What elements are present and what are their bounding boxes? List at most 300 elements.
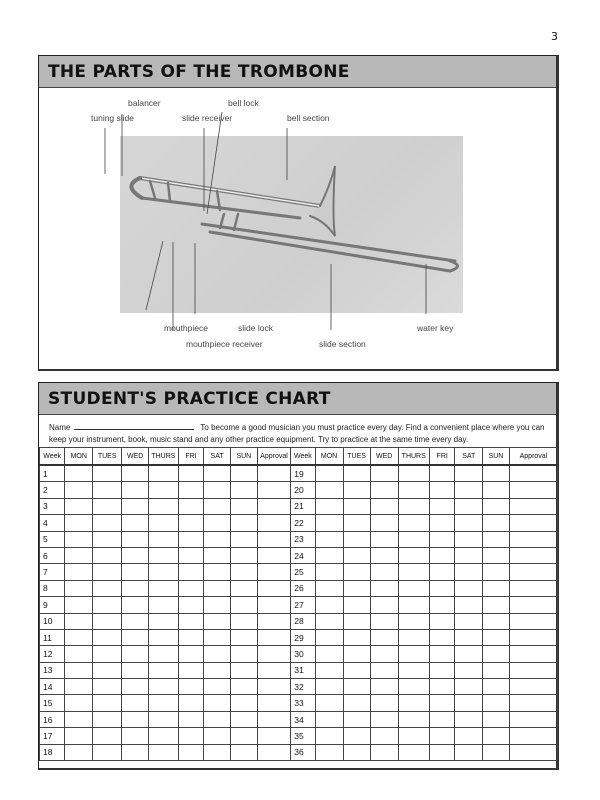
practice-cell[interactable] bbox=[230, 711, 257, 727]
practice-cell[interactable] bbox=[483, 629, 510, 645]
practice-cell[interactable] bbox=[122, 465, 149, 482]
practice-cell[interactable] bbox=[204, 482, 231, 498]
practice-cell[interactable] bbox=[370, 465, 398, 482]
practice-cell[interactable] bbox=[343, 597, 370, 613]
practice-cell[interactable] bbox=[455, 547, 483, 563]
practice-cell[interactable] bbox=[343, 482, 370, 498]
practice-cell[interactable] bbox=[398, 695, 429, 711]
practice-cell[interactable] bbox=[509, 728, 557, 744]
practice-cell[interactable] bbox=[178, 679, 204, 695]
practice-cell[interactable] bbox=[93, 646, 122, 662]
practice-cell[interactable] bbox=[315, 498, 343, 514]
practice-cell[interactable] bbox=[122, 498, 149, 514]
practice-cell[interactable] bbox=[93, 679, 122, 695]
practice-cell[interactable] bbox=[122, 728, 149, 744]
practice-cell[interactable] bbox=[178, 482, 204, 498]
practice-cell[interactable] bbox=[343, 646, 370, 662]
practice-cell[interactable] bbox=[483, 482, 510, 498]
week-number: 2 bbox=[40, 482, 65, 498]
practice-cell[interactable] bbox=[315, 613, 343, 629]
practice-cell[interactable] bbox=[178, 629, 204, 645]
practice-cell[interactable] bbox=[343, 679, 370, 695]
practice-cell[interactable] bbox=[204, 629, 231, 645]
practice-cell[interactable] bbox=[204, 679, 231, 695]
practice-cell[interactable] bbox=[93, 629, 122, 645]
practice-cell[interactable] bbox=[257, 515, 290, 531]
practice-cell[interactable] bbox=[398, 597, 429, 613]
practice-cell[interactable] bbox=[149, 646, 179, 662]
practice-cell[interactable] bbox=[315, 515, 343, 531]
practice-cell[interactable] bbox=[122, 515, 149, 531]
practice-cell[interactable] bbox=[398, 629, 429, 645]
practice-cell[interactable] bbox=[315, 695, 343, 711]
practice-cell[interactable] bbox=[483, 613, 510, 629]
practice-cell[interactable] bbox=[93, 580, 122, 596]
practice-cell[interactable] bbox=[257, 613, 290, 629]
practice-cell[interactable] bbox=[483, 646, 510, 662]
practice-cell[interactable] bbox=[178, 515, 204, 531]
practice-cell[interactable] bbox=[257, 498, 290, 514]
practice-cell[interactable] bbox=[509, 580, 557, 596]
practice-cell[interactable] bbox=[370, 629, 398, 645]
practice-cell[interactable] bbox=[149, 597, 179, 613]
practice-cell[interactable] bbox=[204, 531, 231, 547]
practice-cell[interactable] bbox=[509, 547, 557, 563]
practice-cell[interactable] bbox=[509, 744, 557, 760]
practice-cell[interactable] bbox=[257, 465, 290, 482]
practice-cell[interactable] bbox=[149, 580, 179, 596]
practice-cell[interactable] bbox=[93, 482, 122, 498]
week-number: 11 bbox=[40, 629, 65, 645]
name-field[interactable] bbox=[74, 421, 194, 430]
practice-cell[interactable] bbox=[315, 580, 343, 596]
practice-cell[interactable] bbox=[370, 711, 398, 727]
practice-cell[interactable] bbox=[257, 547, 290, 563]
practice-cell[interactable] bbox=[509, 531, 557, 547]
practice-cell[interactable] bbox=[429, 695, 455, 711]
practice-cell[interactable] bbox=[315, 547, 343, 563]
practice-cell[interactable] bbox=[149, 711, 179, 727]
practice-cell[interactable] bbox=[65, 613, 93, 629]
practice-cell[interactable] bbox=[204, 662, 231, 678]
practice-cell[interactable] bbox=[204, 498, 231, 514]
week-number: 6 bbox=[40, 547, 65, 563]
practice-cell[interactable] bbox=[178, 728, 204, 744]
practice-cell[interactable] bbox=[455, 711, 483, 727]
practice-cell[interactable] bbox=[429, 711, 455, 727]
practice-cell[interactable] bbox=[483, 465, 510, 482]
practice-cell[interactable] bbox=[122, 564, 149, 580]
practice-cell[interactable] bbox=[455, 580, 483, 596]
practice-cell[interactable] bbox=[65, 728, 93, 744]
practice-cell[interactable] bbox=[230, 744, 257, 760]
practice-cell[interactable] bbox=[398, 531, 429, 547]
table-row bbox=[40, 613, 558, 629]
practice-cell[interactable] bbox=[315, 728, 343, 744]
practice-cell[interactable] bbox=[230, 580, 257, 596]
practice-cell[interactable] bbox=[122, 662, 149, 678]
practice-cell[interactable] bbox=[455, 728, 483, 744]
practice-cell[interactable] bbox=[257, 711, 290, 727]
practice-cell[interactable] bbox=[178, 695, 204, 711]
practice-cell[interactable] bbox=[93, 531, 122, 547]
practice-cell[interactable] bbox=[509, 679, 557, 695]
practice-cell[interactable] bbox=[149, 728, 179, 744]
practice-cell[interactable] bbox=[509, 646, 557, 662]
practice-cell[interactable] bbox=[65, 580, 93, 596]
practice-cell[interactable] bbox=[93, 465, 122, 482]
practice-cell[interactable] bbox=[257, 564, 290, 580]
practice-cell[interactable] bbox=[230, 662, 257, 678]
practice-cell[interactable] bbox=[509, 613, 557, 629]
practice-cell[interactable] bbox=[370, 580, 398, 596]
practice-cell[interactable] bbox=[230, 482, 257, 498]
practice-cell[interactable] bbox=[343, 695, 370, 711]
practice-cell[interactable] bbox=[65, 629, 93, 645]
practice-cell[interactable] bbox=[398, 498, 429, 514]
practice-cell[interactable] bbox=[429, 547, 455, 563]
practice-cell[interactable] bbox=[483, 711, 510, 727]
practice-cell[interactable] bbox=[257, 482, 290, 498]
practice-cell[interactable] bbox=[483, 744, 510, 760]
practice-cell[interactable] bbox=[230, 515, 257, 531]
practice-cell[interactable] bbox=[230, 498, 257, 514]
practice-cell[interactable] bbox=[257, 629, 290, 645]
practice-cell[interactable] bbox=[204, 744, 231, 760]
practice-cell[interactable] bbox=[398, 465, 429, 482]
practice-cell[interactable] bbox=[149, 564, 179, 580]
practice-cell[interactable] bbox=[343, 629, 370, 645]
practice-cell[interactable] bbox=[65, 744, 93, 760]
practice-cell[interactable] bbox=[93, 597, 122, 613]
practice-cell[interactable] bbox=[257, 744, 290, 760]
practice-cell[interactable] bbox=[455, 482, 483, 498]
practice-cell[interactable] bbox=[204, 646, 231, 662]
practice-cell[interactable] bbox=[370, 662, 398, 678]
practice-cell[interactable] bbox=[149, 662, 179, 678]
practice-cell[interactable] bbox=[257, 646, 290, 662]
practice-cell[interactable] bbox=[122, 531, 149, 547]
practice-cell[interactable] bbox=[398, 711, 429, 727]
practice-cell[interactable] bbox=[398, 564, 429, 580]
practice-cell[interactable] bbox=[455, 629, 483, 645]
practice-cell[interactable] bbox=[398, 580, 429, 596]
practice-cell[interactable] bbox=[343, 711, 370, 727]
practice-cell[interactable] bbox=[149, 498, 179, 514]
practice-cell[interactable] bbox=[122, 744, 149, 760]
practice-cell[interactable] bbox=[65, 646, 93, 662]
practice-cell[interactable] bbox=[429, 744, 455, 760]
practice-cell[interactable] bbox=[93, 695, 122, 711]
practice-cell[interactable] bbox=[122, 613, 149, 629]
practice-cell[interactable] bbox=[315, 646, 343, 662]
practice-cell[interactable] bbox=[122, 629, 149, 645]
practice-cell[interactable] bbox=[343, 564, 370, 580]
table-row bbox=[40, 695, 558, 711]
practice-cell[interactable] bbox=[178, 531, 204, 547]
practice-cell[interactable] bbox=[455, 531, 483, 547]
practice-cell[interactable] bbox=[230, 695, 257, 711]
practice-cell[interactable] bbox=[178, 564, 204, 580]
practice-cell[interactable] bbox=[178, 744, 204, 760]
practice-cell[interactable] bbox=[483, 580, 510, 596]
practice-cell[interactable] bbox=[398, 662, 429, 678]
practice-cell[interactable] bbox=[455, 515, 483, 531]
table-row bbox=[40, 662, 558, 678]
practice-cell[interactable] bbox=[398, 728, 429, 744]
practice-cell[interactable] bbox=[315, 465, 343, 482]
practice-cell[interactable] bbox=[230, 613, 257, 629]
practice-cell[interactable] bbox=[93, 728, 122, 744]
practice-cell[interactable] bbox=[149, 547, 179, 563]
practice-cell[interactable] bbox=[257, 695, 290, 711]
practice-cell[interactable] bbox=[65, 695, 93, 711]
practice-cell[interactable] bbox=[204, 515, 231, 531]
practice-cell[interactable] bbox=[370, 695, 398, 711]
practice-cell[interactable] bbox=[230, 679, 257, 695]
practice-cell[interactable] bbox=[122, 695, 149, 711]
practice-cell[interactable] bbox=[343, 531, 370, 547]
practice-cell[interactable] bbox=[315, 531, 343, 547]
practice-cell[interactable] bbox=[509, 597, 557, 613]
practice-cell[interactable] bbox=[122, 580, 149, 596]
practice-cell[interactable] bbox=[455, 744, 483, 760]
practice-cell[interactable] bbox=[149, 629, 179, 645]
practice-cell[interactable] bbox=[429, 662, 455, 678]
practice-cell[interactable] bbox=[204, 613, 231, 629]
practice-cell[interactable] bbox=[315, 482, 343, 498]
practice-cell[interactable] bbox=[509, 662, 557, 678]
practice-cell[interactable] bbox=[230, 629, 257, 645]
practice-cell[interactable] bbox=[204, 711, 231, 727]
practice-cell[interactable] bbox=[370, 531, 398, 547]
practice-cell[interactable] bbox=[149, 465, 179, 482]
practice-cell[interactable] bbox=[65, 515, 93, 531]
column-header: FRI bbox=[178, 448, 204, 466]
practice-cell[interactable] bbox=[455, 662, 483, 678]
practice-cell[interactable] bbox=[483, 547, 510, 563]
practice-cell[interactable] bbox=[455, 498, 483, 514]
practice-cell[interactable] bbox=[149, 531, 179, 547]
practice-cell[interactable] bbox=[509, 564, 557, 580]
practice-cell[interactable] bbox=[315, 629, 343, 645]
practice-cell[interactable] bbox=[429, 597, 455, 613]
practice-cell[interactable] bbox=[509, 629, 557, 645]
practice-cell[interactable] bbox=[343, 613, 370, 629]
practice-cell[interactable] bbox=[398, 744, 429, 760]
practice-cell[interactable] bbox=[509, 711, 557, 727]
practice-cell[interactable] bbox=[204, 597, 231, 613]
practice-cell[interactable] bbox=[65, 531, 93, 547]
practice-cell[interactable] bbox=[122, 711, 149, 727]
practice-cell[interactable] bbox=[93, 564, 122, 580]
practice-cell[interactable] bbox=[65, 564, 93, 580]
practice-cell[interactable] bbox=[178, 711, 204, 727]
practice-cell[interactable] bbox=[429, 679, 455, 695]
practice-cell[interactable] bbox=[455, 613, 483, 629]
week-number: 31 bbox=[291, 662, 315, 678]
practice-cell[interactable] bbox=[178, 613, 204, 629]
practice-cell[interactable] bbox=[204, 580, 231, 596]
practice-cell[interactable] bbox=[429, 646, 455, 662]
practice-cell[interactable] bbox=[65, 679, 93, 695]
practice-cell[interactable] bbox=[398, 679, 429, 695]
practice-cell[interactable] bbox=[429, 564, 455, 580]
practice-cell[interactable] bbox=[455, 597, 483, 613]
practice-cell[interactable] bbox=[398, 482, 429, 498]
practice-cell[interactable] bbox=[149, 744, 179, 760]
practice-cell[interactable] bbox=[93, 662, 122, 678]
practice-cell[interactable] bbox=[455, 465, 483, 482]
practice-cell[interactable] bbox=[93, 515, 122, 531]
practice-cell[interactable] bbox=[93, 613, 122, 629]
table-row bbox=[40, 498, 558, 514]
practice-cell[interactable] bbox=[257, 679, 290, 695]
practice-cell[interactable] bbox=[370, 679, 398, 695]
practice-cell[interactable] bbox=[93, 547, 122, 563]
practice-cell[interactable] bbox=[509, 482, 557, 498]
practice-cell[interactable] bbox=[483, 662, 510, 678]
practice-cell[interactable] bbox=[370, 564, 398, 580]
practice-cell[interactable] bbox=[122, 482, 149, 498]
practice-cell[interactable] bbox=[343, 580, 370, 596]
practice-cell[interactable] bbox=[93, 711, 122, 727]
practice-cell[interactable] bbox=[483, 695, 510, 711]
practice-cell[interactable] bbox=[230, 597, 257, 613]
practice-cell[interactable] bbox=[149, 482, 179, 498]
practice-cell[interactable] bbox=[315, 711, 343, 727]
practice-cell[interactable] bbox=[398, 515, 429, 531]
practice-cell[interactable] bbox=[343, 547, 370, 563]
practice-cell[interactable] bbox=[370, 613, 398, 629]
practice-cell[interactable] bbox=[429, 629, 455, 645]
practice-cell[interactable] bbox=[65, 662, 93, 678]
practice-cell[interactable] bbox=[204, 695, 231, 711]
practice-cell[interactable] bbox=[122, 597, 149, 613]
practice-cell[interactable] bbox=[178, 547, 204, 563]
practice-cell[interactable] bbox=[455, 695, 483, 711]
practice-cell[interactable] bbox=[483, 679, 510, 695]
practice-cell[interactable] bbox=[370, 744, 398, 760]
practice-cell[interactable] bbox=[343, 498, 370, 514]
practice-cell[interactable] bbox=[230, 547, 257, 563]
practice-cell[interactable] bbox=[483, 531, 510, 547]
practice-cell[interactable] bbox=[178, 580, 204, 596]
practice-cell[interactable] bbox=[257, 580, 290, 596]
practice-cell[interactable] bbox=[65, 498, 93, 514]
practice-cell[interactable] bbox=[178, 498, 204, 514]
practice-cell[interactable] bbox=[370, 498, 398, 514]
practice-cell[interactable] bbox=[483, 515, 510, 531]
practice-cell[interactable] bbox=[230, 728, 257, 744]
practice-cell[interactable] bbox=[370, 515, 398, 531]
practice-cell[interactable] bbox=[149, 515, 179, 531]
practice-cell[interactable] bbox=[483, 564, 510, 580]
practice-cell[interactable] bbox=[204, 547, 231, 563]
practice-cell[interactable] bbox=[204, 465, 231, 482]
practice-cell[interactable] bbox=[257, 531, 290, 547]
practice-cell[interactable] bbox=[230, 646, 257, 662]
practice-cell[interactable] bbox=[483, 498, 510, 514]
practice-cell[interactable] bbox=[257, 728, 290, 744]
practice-cell[interactable] bbox=[429, 465, 455, 482]
practice-cell[interactable] bbox=[370, 728, 398, 744]
practice-cell[interactable] bbox=[343, 465, 370, 482]
practice-cell[interactable] bbox=[343, 662, 370, 678]
practice-cell[interactable] bbox=[398, 547, 429, 563]
practice-cell[interactable] bbox=[429, 613, 455, 629]
practice-cell[interactable] bbox=[93, 744, 122, 760]
practice-cell[interactable] bbox=[230, 465, 257, 482]
practice-cell[interactable] bbox=[122, 679, 149, 695]
practice-cell[interactable] bbox=[429, 515, 455, 531]
practice-cell[interactable] bbox=[149, 613, 179, 629]
practice-cell[interactable] bbox=[204, 564, 231, 580]
practice-cell[interactable] bbox=[343, 515, 370, 531]
practice-cell[interactable] bbox=[315, 744, 343, 760]
practice-cell[interactable] bbox=[455, 564, 483, 580]
practice-cell[interactable] bbox=[122, 547, 149, 563]
practice-cell[interactable] bbox=[483, 597, 510, 613]
week-number: 35 bbox=[291, 728, 315, 744]
practice-cell[interactable] bbox=[509, 498, 557, 514]
practice-cell[interactable] bbox=[315, 597, 343, 613]
practice-cell[interactable] bbox=[65, 482, 93, 498]
practice-cell[interactable] bbox=[315, 564, 343, 580]
practice-cell[interactable] bbox=[509, 695, 557, 711]
practice-cell[interactable] bbox=[230, 564, 257, 580]
practice-cell[interactable] bbox=[257, 597, 290, 613]
practice-cell[interactable] bbox=[370, 547, 398, 563]
practice-cell[interactable] bbox=[149, 695, 179, 711]
practice-cell[interactable] bbox=[509, 515, 557, 531]
practice-cell[interactable] bbox=[429, 498, 455, 514]
practice-cell[interactable] bbox=[178, 662, 204, 678]
practice-cell[interactable] bbox=[178, 646, 204, 662]
practice-cell[interactable] bbox=[455, 679, 483, 695]
practice-cell[interactable] bbox=[509, 465, 557, 482]
practice-cell[interactable] bbox=[65, 465, 93, 482]
practice-cell[interactable] bbox=[149, 679, 179, 695]
practice-cell[interactable] bbox=[315, 662, 343, 678]
practice-cell[interactable] bbox=[483, 728, 510, 744]
practice-cell[interactable] bbox=[178, 465, 204, 482]
practice-cell[interactable] bbox=[230, 531, 257, 547]
practice-cell[interactable] bbox=[178, 597, 204, 613]
practice-cell[interactable] bbox=[429, 728, 455, 744]
practice-cell[interactable] bbox=[429, 580, 455, 596]
practice-cell[interactable] bbox=[398, 613, 429, 629]
practice-cell[interactable] bbox=[315, 679, 343, 695]
practice-cell[interactable] bbox=[122, 646, 149, 662]
practice-cell[interactable] bbox=[93, 498, 122, 514]
practice-cell[interactable] bbox=[257, 662, 290, 678]
practice-cell[interactable] bbox=[455, 646, 483, 662]
practice-cell[interactable] bbox=[65, 597, 93, 613]
practice-cell[interactable] bbox=[343, 728, 370, 744]
practice-cell[interactable] bbox=[65, 547, 93, 563]
practice-cell[interactable] bbox=[429, 482, 455, 498]
practice-cell[interactable] bbox=[343, 744, 370, 760]
practice-cell[interactable] bbox=[398, 646, 429, 662]
practice-cell[interactable] bbox=[370, 646, 398, 662]
practice-cell[interactable] bbox=[370, 597, 398, 613]
practice-cell[interactable] bbox=[429, 531, 455, 547]
practice-cell[interactable] bbox=[370, 482, 398, 498]
practice-cell[interactable] bbox=[65, 711, 93, 727]
practice-cell[interactable] bbox=[204, 728, 231, 744]
table-row bbox=[40, 465, 558, 482]
